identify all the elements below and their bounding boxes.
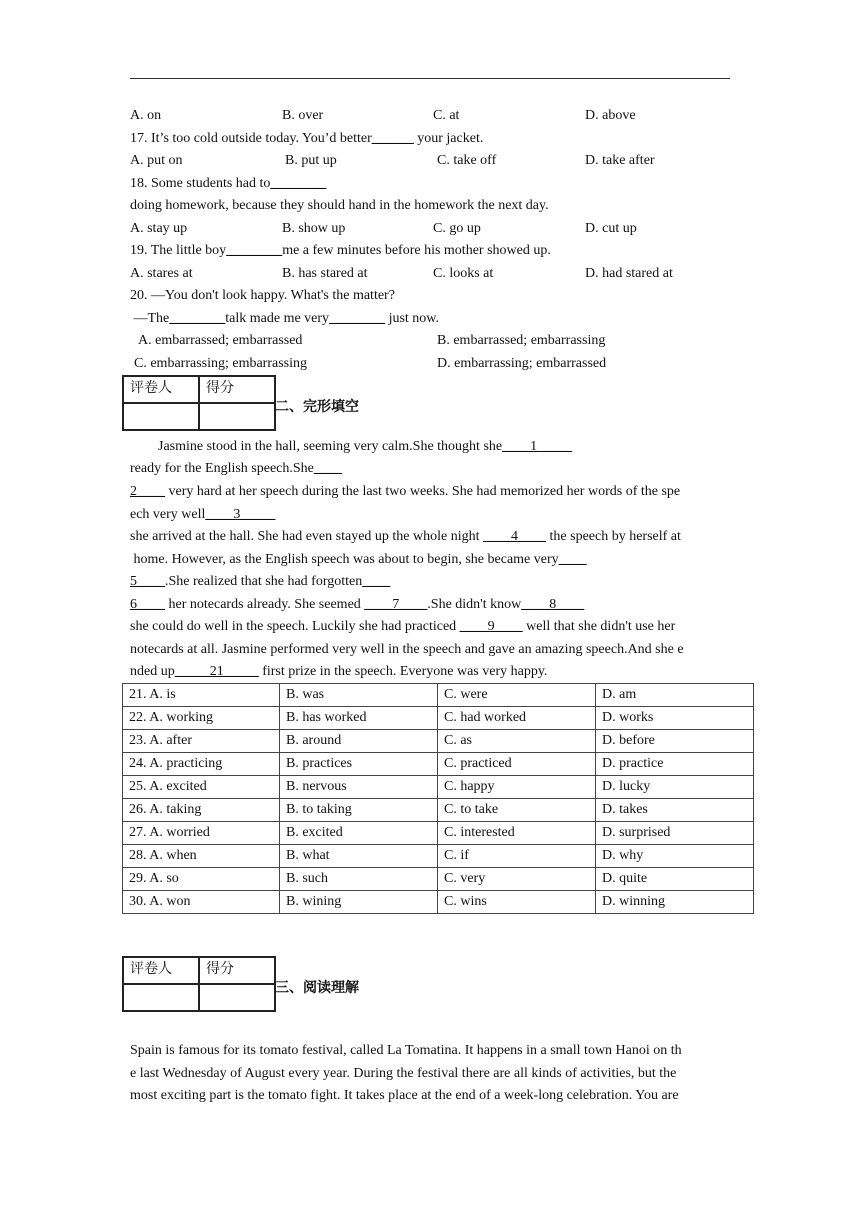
table-cell: 27. A. worried xyxy=(123,822,280,845)
grader-label: 评卷人 xyxy=(123,957,199,984)
q19-option-a: A. stares at xyxy=(130,266,193,281)
passage-line: 2____ very hard at her speech during the last two weeks. She had memorized her words of the spe xyxy=(130,484,681,499)
table-row xyxy=(123,891,754,914)
table-cell: B. what xyxy=(280,845,438,868)
table-cell: C. very xyxy=(438,868,596,891)
table-row xyxy=(123,753,754,776)
q20-stem: 20. —You don't look happy. What's the matter? xyxy=(130,288,395,303)
table-row xyxy=(123,684,754,707)
grader-cell xyxy=(123,984,199,1011)
q20-option-c: C. embarrassing; embarrassing xyxy=(134,356,308,371)
table-cell: B. practices xyxy=(280,753,438,776)
table-cell: B. to taking xyxy=(280,799,438,822)
table-cell: C. were xyxy=(438,684,596,707)
table-cell: 24. A. practicing xyxy=(123,753,280,776)
table-cell: B. such xyxy=(280,868,438,891)
table-cell: D. works xyxy=(596,707,754,730)
passage-line: notecards at all. Jasmine performed very well in the speech and gave an amazing speech.And she e xyxy=(130,642,684,657)
table-cell: D. practice xyxy=(596,753,754,776)
q17-option-a: A. put on xyxy=(130,153,183,168)
score-label: 得分 xyxy=(199,957,275,984)
grader-box-section3 xyxy=(122,956,276,1012)
table-row xyxy=(123,822,754,845)
q20-option-b: B. embarrassed; embarrassing xyxy=(437,333,606,348)
table-cell: C. practiced xyxy=(438,753,596,776)
q16-option-c: C. at xyxy=(433,108,460,123)
passage-line: Jasmine stood in the hall, seeming very calm.She thought she____1_____ xyxy=(130,439,573,454)
table-cell: D. before xyxy=(596,730,754,753)
passage-line: ready for the English speech.She____ xyxy=(130,461,342,476)
q18-option-a: A. stay up xyxy=(130,221,188,236)
table-cell: 26. A. taking xyxy=(123,799,280,822)
q17-option-b: B. put up xyxy=(285,153,337,168)
reading-line: most exciting part is the tomato fight. It takes place at the end of a week-long celebration. You are xyxy=(130,1088,679,1103)
q18-option-c: C. go up xyxy=(433,221,481,236)
q19-option-b: B. has stared at xyxy=(282,266,368,281)
q19-stem: 19. The little boy________me a few minutes before his mother showed up. xyxy=(130,243,551,258)
table-cell: D. surprised xyxy=(596,822,754,845)
passage-line: she arrived at the hall. She had even stayed up the whole night ____4____ the speech by herself at xyxy=(130,529,681,544)
table-cell: D. quite xyxy=(596,868,754,891)
header-rule xyxy=(130,78,730,79)
passage-line: home. However, as the English speech was about to begin, she became very____ xyxy=(130,552,587,567)
q20-option-d: D. embarrassing; embarrassed xyxy=(437,356,607,371)
table-cell: B. around xyxy=(280,730,438,753)
score-label: 得分 xyxy=(199,376,275,403)
table-row xyxy=(123,845,754,868)
q17-option-c: C. take off xyxy=(437,153,497,168)
table-cell: D. why xyxy=(596,845,754,868)
q19-option-d: D. had stared at xyxy=(585,266,673,281)
table-cell: D. winning xyxy=(596,891,754,914)
table-cell: B. excited xyxy=(280,822,438,845)
table-cell: B. has worked xyxy=(280,707,438,730)
grader-label: 评卷人 xyxy=(123,376,199,403)
q16-option-a: A. on xyxy=(130,108,162,123)
q18-option-b: B. show up xyxy=(282,221,346,236)
q18-option-d: D. cut up xyxy=(585,221,637,236)
grader-cell xyxy=(123,403,199,430)
reading-line: e last Wednesday of August every year. During the festival there are all kinds of activities, but the xyxy=(130,1066,677,1081)
q20-stem-2: —The________talk made me very________ just now. xyxy=(130,311,439,326)
table-cell: D. takes xyxy=(596,799,754,822)
table-cell: D. am xyxy=(596,684,754,707)
table-cell: 29. A. so xyxy=(123,868,280,891)
q20-option-a: A. embarrassed; embarrassed xyxy=(138,333,303,348)
table-row xyxy=(123,707,754,730)
q17-option-d: D. take after xyxy=(585,153,655,168)
table-cell: B. was xyxy=(280,684,438,707)
table-row xyxy=(123,868,754,891)
passage-line: ech very well____3_____ xyxy=(130,507,276,522)
grader-box-section2 xyxy=(122,375,276,431)
score-cell xyxy=(199,984,275,1011)
table-row xyxy=(123,730,754,753)
section3-title: 三、阅读理解 xyxy=(275,980,359,996)
table-cell: C. had worked xyxy=(438,707,596,730)
table-cell: C. to take xyxy=(438,799,596,822)
passage-line: 6____ her notecards already. She seemed ____7____.She didn't know____8____ xyxy=(130,597,585,612)
passage-line: she could do well in the speech. Luckily she had practiced ____9____ well that she didn't use her xyxy=(130,619,676,634)
q16-option-d: D. above xyxy=(585,108,636,123)
table-cell: 25. A. excited xyxy=(123,776,280,799)
section2-title: 二、完形填空 xyxy=(275,399,359,415)
q17-stem: 17. It’s too cold outside today. You’d better______ your jacket. xyxy=(130,131,484,146)
table-cell: C. interested xyxy=(438,822,596,845)
q18-stem-cont: doing homework, because they should hand in the homework the next day. xyxy=(130,198,549,213)
score-cell xyxy=(199,403,275,430)
q16-option-b: B. over xyxy=(282,108,324,123)
table-cell: 28. A. when xyxy=(123,845,280,868)
table-cell: 22. A. working xyxy=(123,707,280,730)
table-cell: C. if xyxy=(438,845,596,868)
table-cell: B. wining xyxy=(280,891,438,914)
table-cell: 30. A. won xyxy=(123,891,280,914)
table-cell: C. as xyxy=(438,730,596,753)
table-cell: 23. A. after xyxy=(123,730,280,753)
passage-line: nded up_____21_____ first prize in the speech. Everyone was very happy. xyxy=(130,664,548,679)
table-cell: C. wins xyxy=(438,891,596,914)
table-cell: B. nervous xyxy=(280,776,438,799)
cloze-options-table xyxy=(122,683,754,914)
table-row xyxy=(123,776,754,799)
reading-line: Spain is famous for its tomato festival, called La Tomatina. It happens in a small town Hanoi on th xyxy=(130,1043,682,1058)
passage-line: 5____.She realized that she had forgotten____ xyxy=(130,574,391,589)
table-cell: D. lucky xyxy=(596,776,754,799)
table-row xyxy=(123,799,754,822)
q19-option-c: C. looks at xyxy=(433,266,494,281)
table-cell: 21. A. is xyxy=(123,684,280,707)
q18-stem: 18. Some students had to________ xyxy=(130,176,327,191)
table-cell: C. happy xyxy=(438,776,596,799)
